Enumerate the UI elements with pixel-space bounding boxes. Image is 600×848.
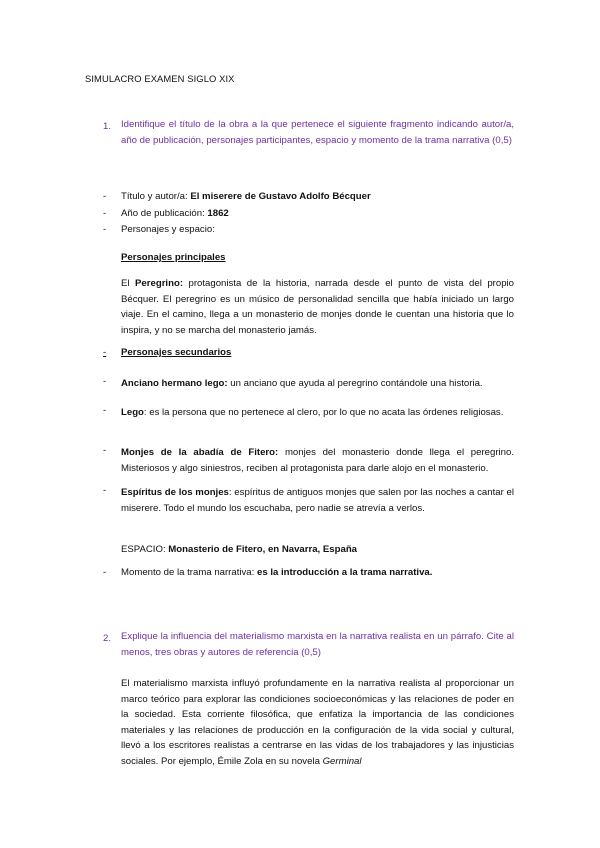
bullet-dash: - bbox=[103, 405, 107, 416]
peregrino-name: Peregrino: bbox=[135, 278, 184, 289]
answer-italic: Germinal bbox=[322, 755, 362, 767]
secundario-item-2 bbox=[121, 405, 514, 421]
secundario-name: Espíritus de los monjes bbox=[121, 487, 229, 498]
bullet-dash: - bbox=[103, 445, 107, 456]
bullet-dash: - bbox=[103, 224, 107, 235]
secundario-text: : espíritus de antiguos monjes que salen por las noches a cantar el miserere. Todo el mundo los escuchaba, pero nadie se atrevía a verlos. bbox=[121, 487, 514, 514]
bullet-dash: - bbox=[103, 208, 107, 219]
secundario-text: un anciano que ayuda al peregrino contándole una historia. bbox=[227, 378, 483, 389]
momento-label: Momento de la trama narrativa: bbox=[121, 567, 257, 578]
secundarios-heading: Personajes secundarios bbox=[121, 347, 232, 358]
peregrino-paragraph bbox=[121, 276, 514, 338]
answer-text: El materialismo marxista influyó profundamente en la narrativa realista al proporcionar un marco teórico para explorar las condiciones socioeconómicas y las relaciones de poder en la sociedad. Esta corriente filosófica, que enfatiza la importancia de las condiciones materiales y las relaciones de producción en la configuración de la vida social y cultural, llevó a los escritores realistas a centrarse en las vidas de los trabajadores y las injusticias sociales. Por ejemplo, Émile Zola en su novela bbox=[121, 678, 514, 767]
year-label: Año de publicación: bbox=[121, 208, 208, 219]
secundario-item-4 bbox=[121, 485, 514, 516]
bullet-dash: - bbox=[103, 567, 107, 578]
characters-label: Personajes y espacio: bbox=[121, 224, 215, 235]
secundario-item-1 bbox=[121, 376, 514, 392]
secundario-item-3 bbox=[121, 445, 514, 476]
bullet-dash: - bbox=[103, 376, 107, 387]
principales-heading: Personajes principales bbox=[121, 252, 226, 263]
question-2-answer bbox=[121, 676, 514, 770]
question-1-number: 1. bbox=[103, 121, 112, 132]
espacio-line bbox=[121, 544, 357, 555]
momento-value: es la introducción a la trama narrativa. bbox=[256, 567, 433, 578]
momento-line bbox=[121, 567, 432, 578]
document-title: SIMULACRO EXAMEN SIGLO XIX bbox=[85, 73, 235, 84]
secundario-name: Lego bbox=[121, 407, 144, 418]
secundario-text: : es la persona que no pertenece al clero, por lo que no acata las órdenes religiosas. bbox=[143, 407, 504, 418]
title-author-label: Título y autor/a: bbox=[121, 191, 191, 202]
question-1-text: Identifique el título de la obra a la que pertenece el siguiente fragmento indicando autor/a, año de publicación, personajes participantes, espacio y momento de la trama narrativa (0,5) bbox=[121, 119, 514, 146]
secundario-name: Anciano hermano lego: bbox=[121, 378, 228, 389]
title-author-value: El miserere de Gustavo Adolfo Bécquer bbox=[190, 191, 371, 202]
bullet-dash: - bbox=[103, 191, 107, 202]
secundario-name: Monjes de la abadía de Fitero: bbox=[121, 447, 279, 458]
bullet-dash: - bbox=[103, 485, 107, 496]
question-2-number: 2. bbox=[103, 633, 112, 644]
peregrino-pre: El bbox=[121, 278, 136, 289]
secundario-text: monjes del monasterio donde llega el peregrino. Misteriosos y algo siniestros, reciben al protagonista para darle alojo en el monasterio. bbox=[121, 447, 514, 474]
peregrino-text: protagonista de la historia, narrada desde el punto de vista del propio Bécquer. El peregrino es un músico de personalidad sencilla que había iniciado un largo viaje. En el camino, llega a un monasterio de monjes donde le cuentan una historia que lo inspira, y no se marcha del monasterio jamás. bbox=[121, 278, 514, 336]
secundarios-dash: - bbox=[103, 347, 107, 358]
question-2-text: Explique la influencia del materialismo marxista en la narrativa realista en un párrafo. Cite al menos, tres obras y autores de referencia (0,5) bbox=[121, 631, 514, 658]
title-author-line bbox=[121, 191, 371, 202]
year-line bbox=[121, 208, 229, 219]
espacio-label: ESPACIO: bbox=[121, 544, 169, 555]
espacio-value: Monasterio de Fitero, en Navarra, España bbox=[168, 544, 358, 555]
year-value: 1862 bbox=[207, 208, 229, 219]
